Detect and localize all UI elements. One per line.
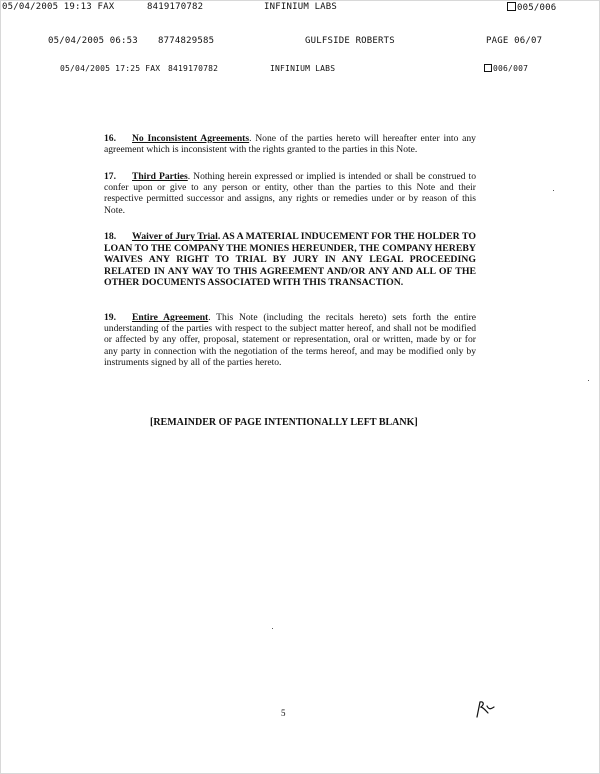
fax-header-page: PAGE 06/07 [486,36,543,46]
initials-signature-icon [474,698,496,720]
page-number: 5 [281,708,286,718]
fax-header-number: 8774829585 [158,36,215,46]
section-heading: Third Parties [132,171,188,182]
section-heading: No Inconsistent Agreements [132,133,250,144]
section-18 [104,231,476,289]
section-number: 18. [104,231,117,242]
section-number: 17. [104,171,116,182]
fax-header-sender: GULFSIDE ROBERTS [305,36,395,46]
fax-header-number: 8419170782 [168,64,219,73]
fax-header-sender: INFINIUM LABS [270,64,336,73]
section-16 [104,133,476,155]
fax-header-sender: INFINIUM LABS [264,2,338,12]
section-text: . Nothing herein expressed or implied is intended or shall be construed to confer upon or give to any person or entity, other than the parties to this Note and their respective permitted successor and assigns, any rights or remedies under or by reason of this Note. [104,171,476,216]
section-text: . None of the parties hereto will hereafter enter into any agreement which is inconsistent with the rights granted to the parties in this Note. [104,133,476,156]
section-text: . AS A MATERIAL INDUCEMENT FOR THE HOLDER TO LOAN TO THE COMPANY THE MONIES HEREUNDER, THE COMPANY HEREBY WAIVES ANY RIGHT TO TRIAL BY JURY IN ANY LEGAL PROCEEDING RELATED IN ANY WAY TO THIS AGREEMENT AND/OR ANY AND ALL OF THE OTHER DOCUMENTS ASSOCIATED WITH THIS TRANSACTION. [104,231,477,288]
fax-header-date: 05/04/2005 06:53 [48,36,138,46]
section-number: 19. [104,312,116,323]
section-number: 16. [104,133,116,144]
remainder-notice: [REMAINDER OF PAGE INTENTIONALLY LEFT BLANK] [150,417,418,428]
fax-header-number: 8419170782 [147,2,204,12]
scan-speck [553,190,554,191]
scan-speck [272,628,273,629]
fax-header-date: 05/04/2005 19:13 FAX [2,2,115,12]
section-17 [104,171,476,216]
fax-header-page: 006/007 [484,64,528,73]
scan-speck [588,380,589,381]
section-heading: Waiver of Jury Trial [132,231,218,242]
fax-page-icon [507,2,516,11]
fax-header-page: 005/006 [507,2,556,13]
section-heading: Entire Agreement [132,312,209,323]
fax-header-date: 05/04/2005 17:25 FAX [60,64,161,73]
section-text: . This Note (including the recitals hereto) sets forth the entire understanding of the parties with respect to the subject matter hereof, and shall not be modified or affected by any offer, proposal, statement or representation, oral or written, made by or for any party in connection with the negotiation of the terms hereof, and may be modified only by instruments signed by all of the parties hereto. [104,312,476,368]
section-19 [104,312,476,368]
fax-page-icon [484,64,492,72]
